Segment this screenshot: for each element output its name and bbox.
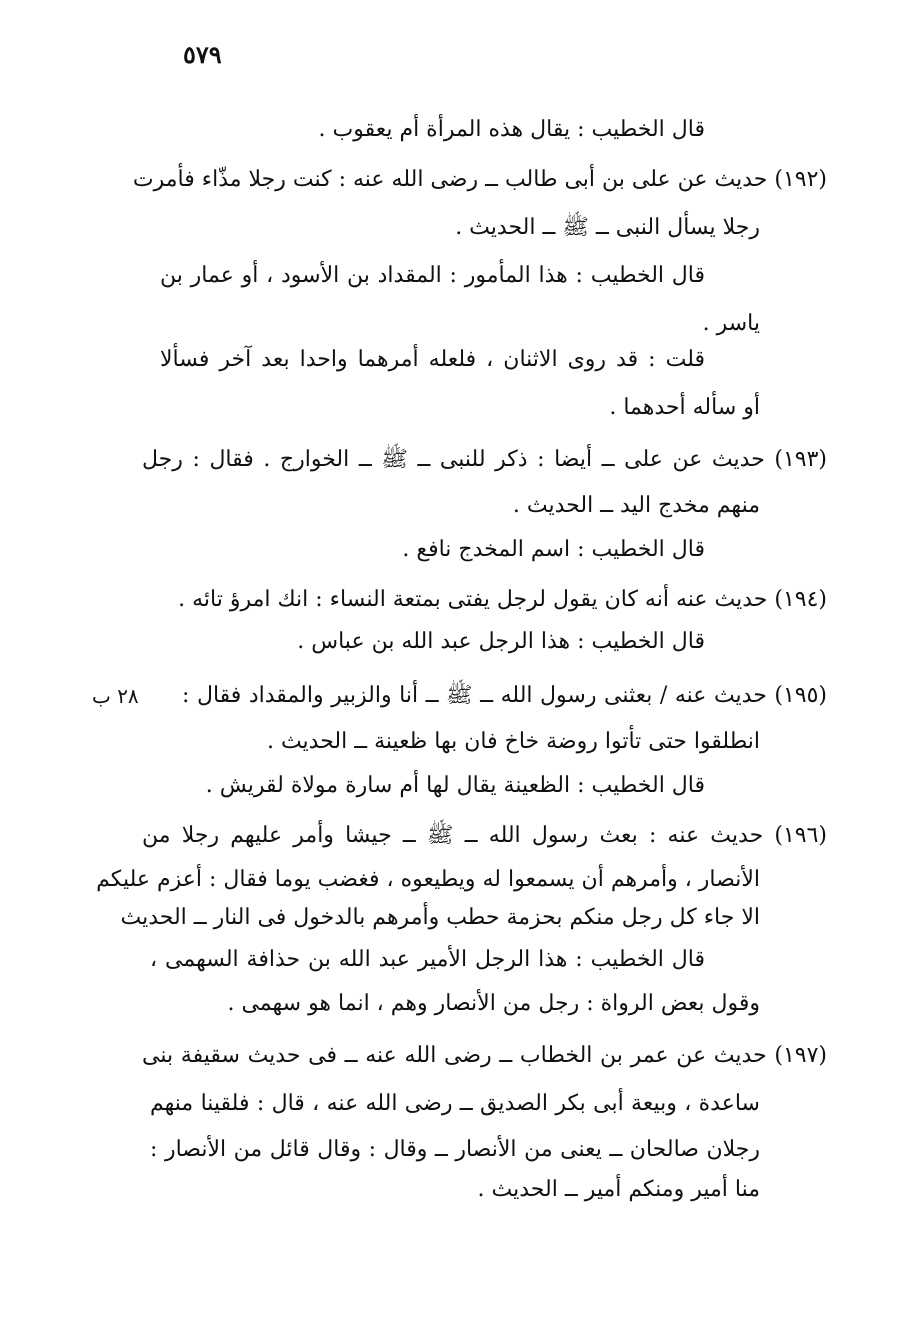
hadith-192-start: (١٩٢) حديث عن على بن أبى طالب ــ رضى الله عنه : كنت رجلا مذّاء فأمرت	[132, 167, 827, 192]
hadith-193-start: (١٩٣) حديث عن على ــ أيضا : ذكر للنبى ــ ﷺ ــ الخوارج . فقال : رجل	[142, 447, 827, 472]
text-line: قال الخطيب : يقال هذه المرأة أم يعقوب .	[318, 117, 705, 142]
text-line: انطلقوا حتى تأتوا روضة خاخ فان بها ظعينة ــ الحديث .	[266, 729, 760, 754]
text-line: قال الخطيب : اسم المخدج نافع .	[402, 537, 705, 562]
margin-folio-note: ٢٨ ب	[92, 684, 139, 708]
text-line: ساعدة ، وبيعة أبى بكر الصديق ــ رضى الله عنه ، قال : فلقينا منهم	[150, 1091, 760, 1116]
text-line: الا جاء كل رجل منكم بحزمة حطب وأمرهم بالدخول فى النار ــ الحديث	[120, 905, 760, 930]
text-line: قال الخطيب : الظعينة يقال لها أم سارة مولاة لقريش .	[205, 773, 705, 798]
text-line: رجلان صالحان ــ يعنى من الأنصار ــ وقال : وقال قائل من الأنصار :	[150, 1137, 760, 1162]
text-line: وقول بعض الرواة : رجل من الأنصار وهم ، انما هو سهمى .	[227, 991, 760, 1016]
hadith-195-start: (١٩٥) حديث عنه / بعثنى رسول الله ــ ﷺ ــ أنا والزبير والمقداد فقال :	[182, 683, 827, 708]
text-line: رجلا يسأل النبى ــ ﷺ ــ الحديث .	[455, 215, 760, 240]
text-line: منا أمير ومنكم أمير ــ الحديث .	[477, 1177, 760, 1202]
hadith-194-start: (١٩٤) حديث عنه أنه كان يقول لرجل يفتى بمتعة النساء : انك امرؤ تائه .	[178, 587, 827, 612]
hadith-196-start: (١٩٦) حديث عنه : بعث رسول الله ــ ﷺ ــ جيشا وأمر عليهم رجلا من	[142, 823, 827, 848]
text-line: منهم مخدج اليد ــ الحديث .	[512, 493, 760, 518]
text-line: قلت : قد روى الاثنان ، فلعله أمرهما واحدا بعد آخر فسألا	[160, 347, 705, 372]
text-line: الأنصار ، وأمرهم أن يسمعوا له ويطيعوه ، فغضب يوما فقال : أعزم عليكم	[96, 867, 760, 892]
page-number: ٥٧٩	[183, 40, 222, 69]
text-line: ياسر .	[702, 311, 760, 336]
text-line: قال الخطيب : هذا الرجل عبد الله بن عباس .	[297, 629, 705, 654]
hadith-197-start: (١٩٧) حديث عن عمر بن الخطاب ــ رضى الله عنه ــ فى حديث سقيفة بنى	[142, 1043, 827, 1068]
text-line: أو سأله أحدهما .	[609, 395, 760, 420]
text-line: قال الخطيب : هذا المأمور : المقداد بن الأسود ، أو عمار بن	[160, 263, 705, 288]
text-line: قال الخطيب : هذا الرجل الأمير عبد الله بن حذافة السهمى ،	[150, 947, 705, 972]
